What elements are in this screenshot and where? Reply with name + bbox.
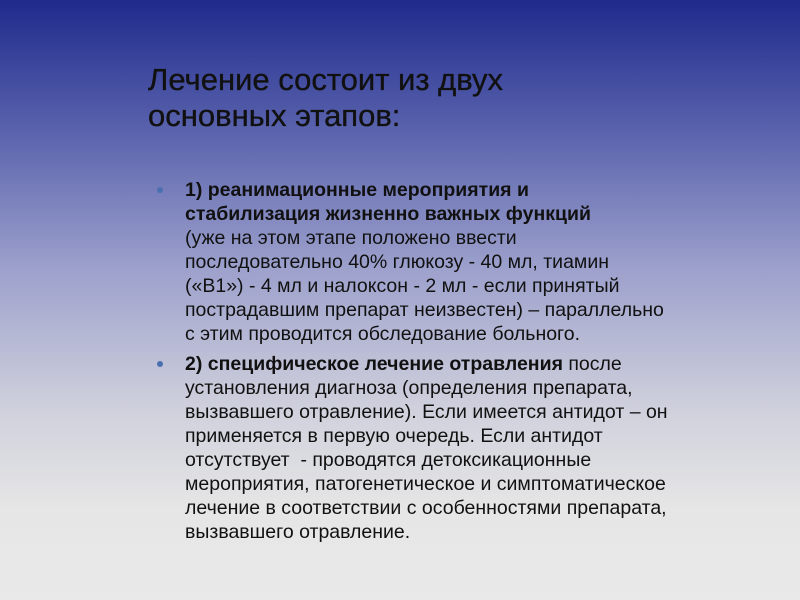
- bold-text: 1) реанимационные мероприятия и: [185, 179, 529, 201]
- normal-text: отсутствует - проводятся детоксикационные: [185, 449, 592, 471]
- bullet-item-specific-treatment: [150, 352, 750, 544]
- text-line: [185, 202, 750, 226]
- normal-text: (уже на этом этапе положено ввести: [185, 227, 517, 249]
- text-line: [185, 472, 750, 496]
- text-line: [185, 322, 750, 346]
- slide-title: [148, 62, 748, 134]
- bold-text: 2) специфическое лечение отравления: [185, 353, 563, 375]
- title-line: основных этапов:: [148, 98, 401, 133]
- normal-text: вызвавшего отравление.: [185, 521, 411, 543]
- text-line: [185, 400, 750, 424]
- normal-text: с этим проводится обследование больного.: [185, 323, 581, 345]
- normal-text: лечение в соответствии с особенностями препарата,: [185, 497, 667, 519]
- normal-text: («В1») - 4 мл и налоксон - 2 мл - если принятый: [185, 275, 620, 297]
- text-line: [185, 226, 750, 250]
- bullet-item-reanimation: [150, 178, 750, 346]
- text-line: [185, 352, 750, 376]
- normal-text: применяется в первую очередь. Если антидот: [185, 425, 603, 447]
- normal-text: установления диагноза (определения препарата,: [185, 377, 633, 399]
- normal-text: мероприятия, патогенетическое и симптоматическое: [185, 473, 666, 495]
- text-line: [185, 274, 750, 298]
- text-line: [185, 376, 750, 400]
- text-line: [185, 250, 750, 274]
- text-line: [185, 298, 750, 322]
- normal-text: пострадавшим препарат неизвестен) – параллельно: [185, 299, 664, 321]
- title-line: Лечение состоит из двух: [148, 62, 504, 97]
- bullet-dot-icon: [157, 361, 163, 367]
- text-line: [185, 178, 750, 202]
- normal-text: вызвавшего отравление). Если имеется антидот – он: [185, 401, 668, 423]
- normal-text: после: [562, 353, 622, 375]
- text-line: [185, 448, 750, 472]
- text-line: [185, 520, 750, 544]
- bullet-dot-icon: [157, 187, 163, 193]
- text-line: [185, 424, 750, 448]
- bullet-list: [150, 178, 750, 550]
- text-line: [185, 496, 750, 520]
- bold-text: стабилизация жизненно важных функций: [185, 203, 591, 225]
- normal-text: последовательно 40% глюкозу - 40 мл, тиамин: [185, 251, 609, 273]
